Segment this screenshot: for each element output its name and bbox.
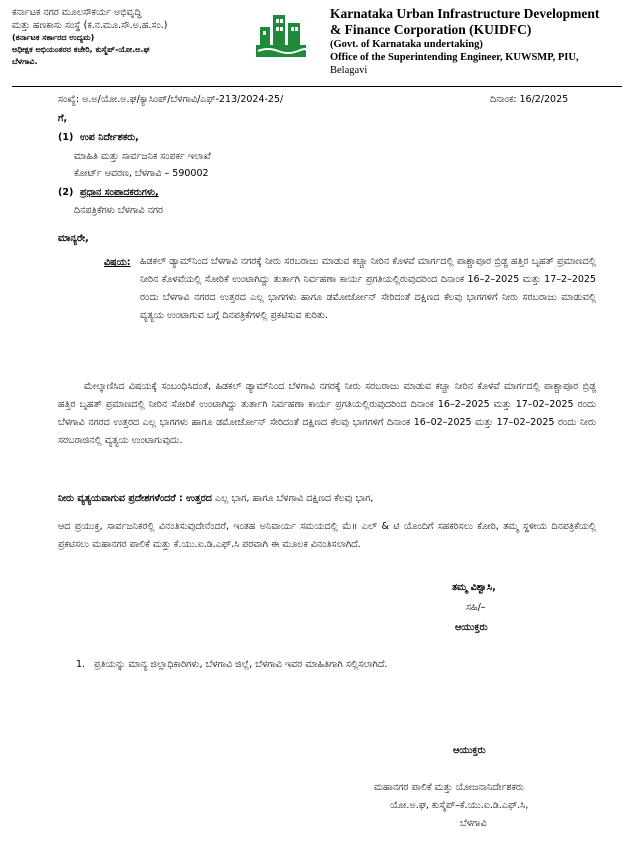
body-paragraph: ಮೇಲ್ಕಾಣಿಸಿದ ವಿಷಯಕ್ಕೆ ಸಂಬಂಧಿಸಿದಂತೆ, ಹಿಡಕಲ್ ಡ್ಯಾಮ್‌ನಿಂದ ಬೆಳಗಾವಿ ನಗರಕ್ಕೆ ನೀರು ಸರಬರಾಜು ಮಾಡುವ ಕಚ್ಚಾ ನೀರಿನ ಕೊಳವೆ ಮಾರ್ಗದಲ್ಲಿ ಪಾಶ್ಚಾಪೂರ ಬ್ರಿಡ್ಜ ಹತ್ತಿರ ಬೃಹತ್ ಪ್ರಮಾಣದಲ್ಲಿ ನೀರಿನ ಸೋರಿಕೆ ಉಂಟಾಗಿದ್ದು ತುರ್ತಾಗಿ ನಿರ್ವಹಣಾ ಕಾರ್ಯ ಪ್ರಗತಿಯಲ್ಲಿರುವುದರಿಂದ ದಿನಾಂಕ 16–2–2025 ಮತ್ತು 17–02–2025 ರಂದು ಬೆಳಗಾವಿ ನಗರದ ಉತ್ತರದ ಎಲ್ಲ ಭಾಗಗಳು ಹಾಗೂ ಡಮೋರ್ಜೋನ್ ಸೇರಿದಂತೆ ದಕ್ಷಿಣದ ಕೆಲವು ಭಾಗಗಳಿಗೆ ದಿನಾಂಕ 16–02–2025 ಮತ್ತು 17–02–2025 ರಂದು ನೀರು ಸರಬರಾಜಿನಲ್ಲಿ ವ್ಯತ್ಯಯ ಉಂಟಾಗುವುದು. — [58, 381, 596, 446]
footer-line-3: ಬೆಳಗಾವಿ — [460, 818, 487, 829]
affected-areas — [58, 492, 618, 505]
affected-areas-label: ನೀರು ವ್ಯತ್ಯಯವಾಗುವ ಪ್ರದೇಶಗಳೆಂದರೆ : ಉತ್ತರದ — [58, 493, 212, 504]
place-en: Belagavi — [330, 65, 368, 76]
copy-item-text: ಪ್ರತಿಯನ್ನು ಮಾನ್ಯ ಜಿಲ್ಲಾಧಿಕಾರಿಗಳು, ಬೆಳಗಾವಿ ಜಿಲ್ಲೆ, ಬೆಳಗಾವಿ ಇವರ ಮಾಹಿತಿಗಾಗಿ ಸಲ್ಲಿಸಲಾಗಿದೆ. — [94, 659, 388, 670]
recipient-1-title: ಉಪ ನಿರ್ದೇಶಕರು, — [80, 132, 139, 143]
request-paragraph: ಆದ ಪ್ರಯುಕ್ತ, ಸಾರ್ವಜನಿಕರಲ್ಲಿ ವಿನಂತಿಸುವುದೇನೆಂದರೆ, ಇಂತಹ ಅನಿವಾರ್ಯ ಸಮಯದಲ್ಲಿ ಮೆ॥ ಎಲ್ & ಟಿ ಯೊಂದಿಗೆ ಸಹಕರಿಸಲು ಕೋರಿ, ತಮ್ಮ ಸ್ಥಳೀಯ ದಿನಪತ್ರಿಕೆಯಲ್ಲಿ ಪ್ರಕಟಿಸಲು ಮಹಾನಗರ ಪಾಲಿಕೆ ಮತ್ತು ಕೆ.ಯು.ಐ.ಡಿ.ಎಫ್.ಸಿ ಪರವಾಗಿ ಈ ಮೂಲಕ ವಿನಂತಿಸಲಾಗಿದೆ. — [58, 521, 596, 550]
copy-item-num: 1. — [76, 659, 86, 670]
footer-line-2: ಯೋ.ಅ.ಘ, ಕುಸ್ಮೆಪ್–ಕೆ.ಯು.ಐ.ಡಿ.ಎಫ್.ಸಿ, — [390, 800, 529, 811]
header-english — [330, 6, 625, 77]
signoff-designation: ಆಯುಕ್ತರು — [455, 622, 488, 633]
govt-undertaking-kn: (ಕರ್ನಾಟಕ ಸರ್ಕಾರದ ಉದ್ಯಮ) — [12, 33, 95, 42]
header-divider — [12, 86, 622, 87]
org-name-en-1: Karnataka Urban Infrastructure Development — [330, 6, 600, 21]
recipient-1-num: (1) — [58, 132, 74, 143]
org-name-en-2: & Finance Corporation (KUIDFC) — [330, 22, 532, 37]
reference-number: ಸಂಖ್ಯೆ: ಅ.ಅ/ಯೋ.ಅ.ಘ/ಕ್ಯಾಸಿಂಪ್/ಬೆಳಗಾವಿ/ಎಫ್-213/2024-25/ — [58, 94, 284, 105]
org-name-kn-2: ಮತ್ತು ಹಣಕಾಸು ಸಂಸ್ಥೆ (ಕ.ನ.ಮೂ.ಸೌ.ಅ.ಹ.ಸಂ.) — [12, 20, 168, 31]
recipient-1-line-2: ಕೋರ್ಟ್ ಆವರಣ, ಬೆಳಗಾವಿ – 590002 — [74, 168, 209, 179]
recipient-1-line-1: ಮಾಹಿತಿ ಮತ್ತು ಸಾರ್ವಜನಿಕ ಸಂಪರ್ಕ ಇಲಾಖೆ — [74, 151, 211, 162]
recipient-2-title: ಪ್ರಧಾನ ಸಂಪಾದಕರುಗಳು, — [80, 187, 159, 198]
office-kn: ಅಧೀಕ್ಷಕ ಅಭಿಯಂತರರ ಕಚೇರಿ, ಕುಸ್ಮೆಪ್-ಯೋ.ಅ.ಘ — [12, 45, 150, 54]
header-kannada — [12, 6, 252, 68]
place-kn: ಬೆಳಗಾವಿ. — [12, 57, 38, 66]
yours-faithfully: ತಮ್ಮ ವಿಶ್ವಾಸಿ, — [452, 582, 496, 593]
govt-undertaking-en: (Govt. of Karnataka undertaking) — [330, 39, 483, 50]
affected-areas-text: ಎಲ್ಲ ಭಾಗ, ಹಾಗೂ ಬೆಳಗಾವಿ ದಕ್ಷಿಣದ ಕೆಲವು ಭಾಗ, — [214, 493, 374, 504]
footer-line-1: ಮಹಾನಗರ ಪಾಲಿಕೆ ಮತ್ತು ಯೋಜನಾನಿರ್ದೇಶಕರು — [374, 782, 524, 793]
salutation: ಮಾನ್ಯರೇ, — [58, 233, 89, 244]
kuidfc-logo-icon — [254, 5, 308, 59]
subject-label: ವಿಷಯ: — [104, 257, 131, 268]
office-en: Office of the Superintending Engineer, KUWSMP, PIU, — [330, 52, 579, 63]
signed-mark: ಸಹಿ/– — [466, 602, 486, 613]
to-label: ಗೆ, — [58, 113, 68, 124]
recipient-2-line-1: ದಿನಪತ್ರಿಕೆಗಳು ಬೆಳಗಾವಿ ನಗರ — [74, 205, 164, 216]
footer-title: ಆಯುಕ್ತರು — [453, 745, 486, 756]
letter-date: ದಿನಾಂಕ: 16/2/2025 — [490, 94, 569, 105]
org-name-kn-1: ಕರ್ನಾಟಕ ನಗರ ಮೂಲಸೌಕರ್ಯ ಅಭಿವೃದ್ಧಿ — [12, 7, 142, 18]
subject-text: ಹಿಡಕಲ್ ಡ್ಯಾಮ್‌ನಿಂದ ಬೆಳಗಾವಿ ನಗರಕ್ಕೆ ನೀರು ಸರಬರಾಜು ಮಾಡುವ ಕಚ್ಚಾ ನೀರಿನ ಕೊಳವೆ ಮಾರ್ಗದಲ್ಲಿ ಪಾಶ್ಚಾಪೂರ ಬ್ರಿಡ್ಜ ಹತ್ತಿರ ಬೃಹತ್ ಪ್ರಮಾಣದಲ್ಲಿ ನೀರಿನ ಕೊಳವೆಯಲ್ಲಿ ಸೋರಿಕೆ ಉಂಟಾಗಿದ್ದು ತುರ್ತಾಗಿ ನಿರ್ವಹಣಾ ಕಾರ್ಯ ಪ್ರಗತಿಯಲ್ಲಿರುವುದರಿಂದ ದಿನಾಂಕ 16–2–2025 ಮತ್ತು 17–2–2025 ರಂದು ಬೆಳಗಾವಿ ನಗರದ ಉತ್ತರದ ಎಲ್ಲ ಭಾಗಗಳು ಹಾಗೂ ಡಮೋರ್ಜೋನ್ ಸೇರಿದಂತೆ ದಕ್ಷಿಣದ ಕೆಲವು ಭಾಗಗಳಿಗೆ ನೀರು ಸರಬರಾಜು ಮಾಡುವಲ್ಲಿ ವ್ಯತ್ಯಯ ಉಂಟಾಗುವ ಬಗ್ಗೆ ದಿನಪತ್ರಿಕೆಗಳಲ್ಲಿ ಪ್ರಕಟಿಸುವ ಕುರಿತು. — [140, 256, 596, 321]
recipient-2-num: (2) — [58, 187, 74, 198]
